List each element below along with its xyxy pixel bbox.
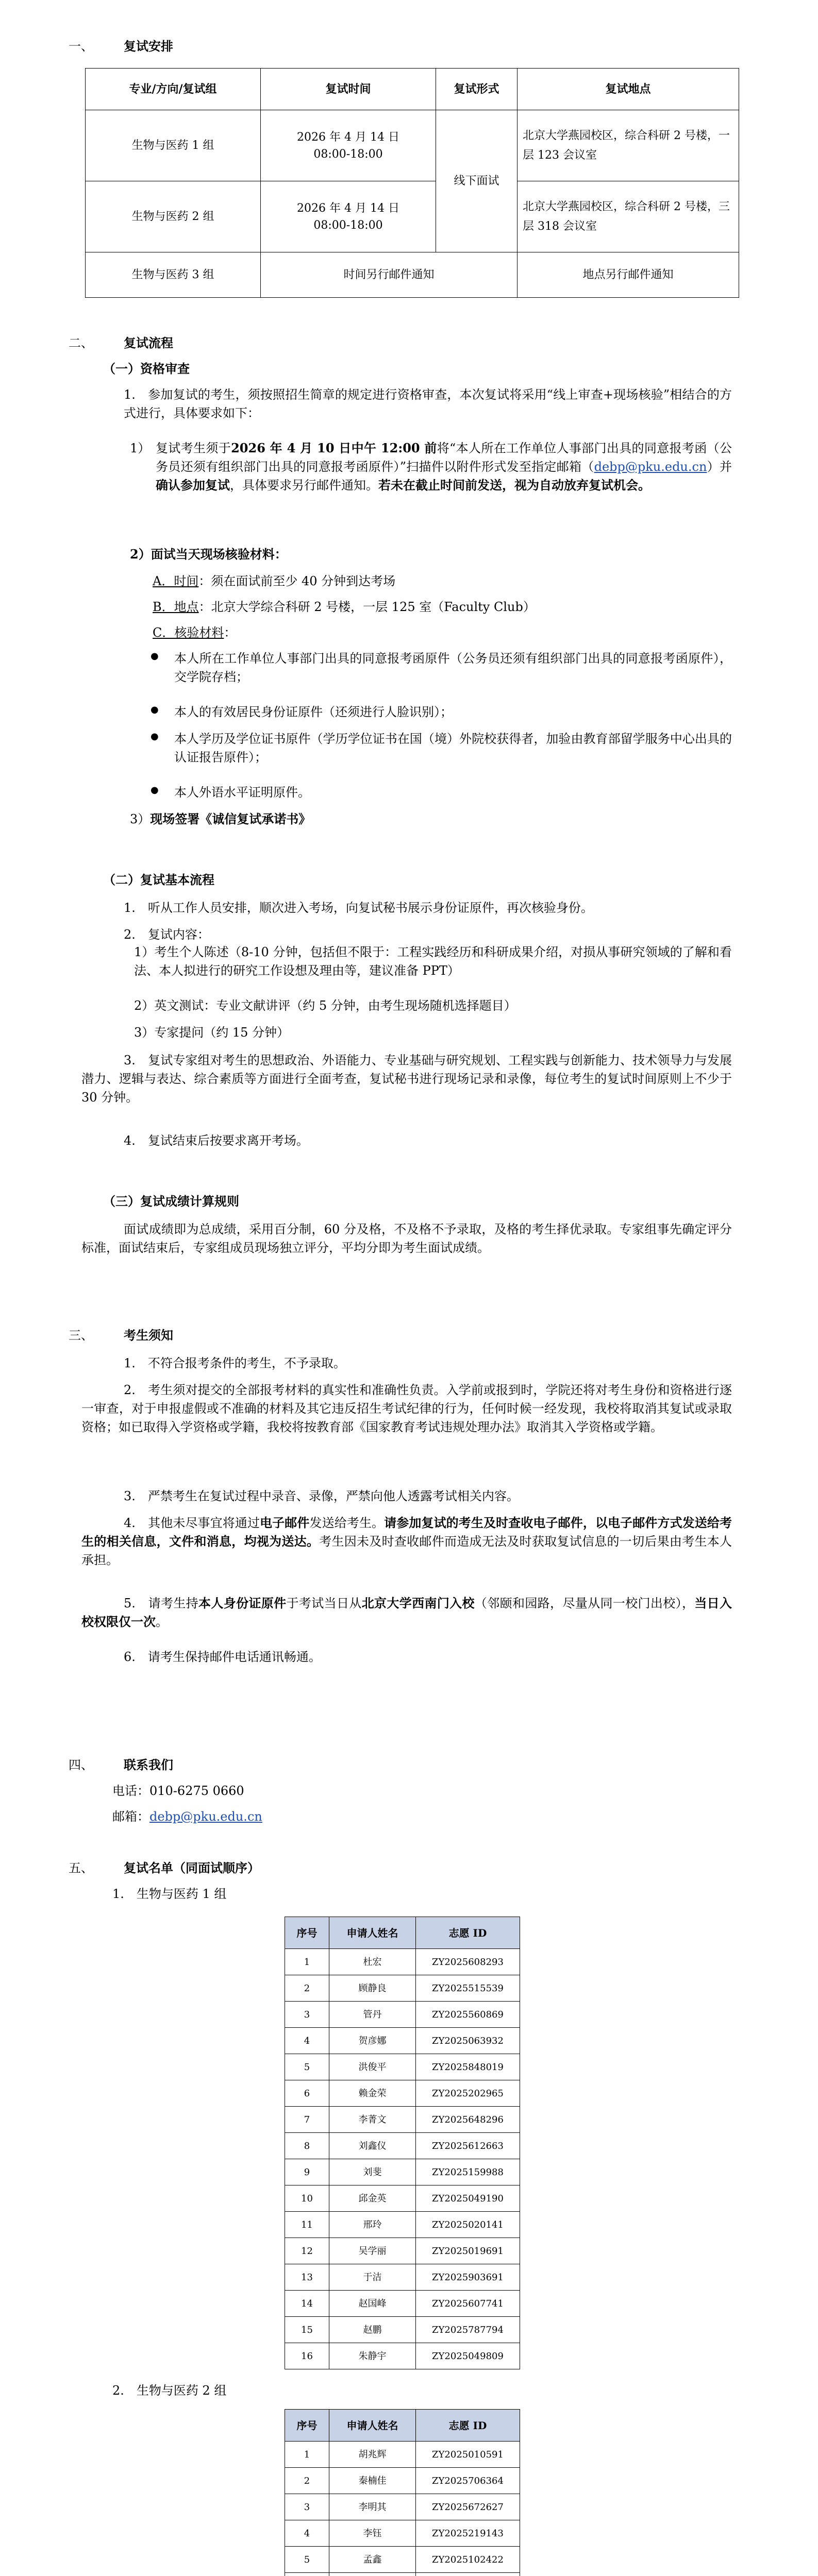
- schedule-header-time: 复试时间: [261, 69, 436, 110]
- row-number: 5: [285, 2054, 329, 2080]
- schedule-place-1: 北京大学燕园校区，综合科研 2 号楼，一层 123 会议室: [517, 110, 739, 181]
- bullet-degree-certificates: ● 本人学历及学位证书原件（学历学位证书在国（境）外院校获得者，加验由教育部留学服务中心出具的认证报告原件）；: [174, 730, 732, 767]
- group-2-title: 2. 生物与医药 2 组: [112, 2383, 227, 2398]
- application-id: ZY2025648296: [416, 2107, 520, 2133]
- application-id: ZY2025612663: [416, 2133, 520, 2159]
- section-5-number: 五、: [69, 1861, 93, 1875]
- column-header: 申请人姓名: [329, 1917, 416, 1949]
- section-4-title: 联系我们: [124, 1757, 173, 1772]
- application-id: ZY2025020141: [416, 2212, 520, 2238]
- table-row: [285, 2520, 520, 2547]
- row-number: 10: [285, 2185, 329, 2212]
- table-row: [285, 2442, 520, 2468]
- section-3-title: 考生须知: [124, 1328, 173, 1343]
- bullet-language-proof: ● 本人外语水平证明原件。: [174, 783, 732, 802]
- applicant-name: 朱静宇: [329, 2343, 416, 2369]
- row-number: 14: [285, 2291, 329, 2317]
- application-id: ZY2025848019: [416, 2054, 520, 2080]
- applicant-name: 吴学丽: [329, 2238, 416, 2264]
- applicant-name: 孟鑫: [329, 2547, 416, 2573]
- applicant-name: 刘鑫仪: [329, 2133, 416, 2159]
- row-number: 2: [285, 1975, 329, 2002]
- process-3: 3. 复试专家组对考生的思想政治、外语能力、专业基础与研究规划、工程实践与创新能力、技术领导力与发展潜力、逻辑与表达、综合素质等方面进行全面考查，复试秘书进行现场记录和录像，每位考生的复试时间原则上不少于 30 分钟。: [81, 1053, 732, 1105]
- applicant-name: 赵国峰: [329, 2291, 416, 2317]
- section-1-number: 一、: [69, 39, 93, 54]
- applicant-name: 赖金荣: [329, 2080, 416, 2107]
- table-row: [285, 2494, 520, 2520]
- table-row: [285, 2002, 520, 2028]
- row-number: 13: [285, 2264, 329, 2291]
- bullet-consent-letter: ● 本人所在工作单位人事部门出具的同意报考函原件（公务员还须有组织部门出具的同意报考函原件），交学院存档；: [174, 649, 732, 686]
- item-a-text: A．时间：须在面试前至少 40 分钟到达考场: [153, 574, 396, 588]
- row-number: 11: [285, 2212, 329, 2238]
- table-row: [285, 2107, 520, 2133]
- application-id: ZY2025049809: [416, 2343, 520, 2369]
- row-number: 16: [285, 2343, 329, 2369]
- item-c-text: C．核验材料：: [153, 625, 237, 640]
- applicant-name: 赵鹏: [329, 2317, 416, 2343]
- application-id: ZY2025672627: [416, 2494, 520, 2520]
- table-row: [285, 2291, 520, 2317]
- table-row: [285, 2133, 520, 2159]
- row-number: 6: [285, 2080, 329, 2107]
- section-5-title: 复试名单（同面试顺序）: [124, 1860, 260, 1875]
- column-header: 序号: [285, 2410, 329, 2442]
- process-2-2: 2）英文测试：专业文献讲评（约 5 分钟，由考生现场随机选择题目）: [134, 998, 516, 1013]
- application-id: ZY2025063932: [416, 2028, 520, 2054]
- table-row: [285, 2468, 520, 2494]
- table-row: [285, 2343, 520, 2369]
- notice-6: 6. 请考生保持邮件电话通讯畅通。: [124, 1650, 321, 1664]
- schedule-time-3: 时间另行邮件通知: [261, 252, 517, 298]
- applicant-name: 李钰: [329, 2520, 416, 2547]
- application-id: ZY2025515539: [416, 1975, 520, 2002]
- group-1-title: 1. 生物与医药 1 组: [112, 1887, 227, 1901]
- section-2-number: 二、: [69, 336, 93, 350]
- applicant-name: 邱金英: [329, 2185, 416, 2212]
- process-2-1: 1）考生个人陈述（8-10 分钟，包括但不限于：工程实践经历和科研成果介绍，对损从事研究领域的了解和看法、本人拟进行的研究工作设想及理由等，建议准备 PPT）: [134, 945, 732, 978]
- application-id: ZY2025903691: [416, 2264, 520, 2291]
- table-row: [285, 2159, 520, 2185]
- application-id: ZY2025706364: [416, 2468, 520, 2494]
- section-3-number: 三、: [69, 1328, 93, 1343]
- section-2-title: 复试流程: [124, 335, 173, 350]
- row-number: 12: [285, 2238, 329, 2264]
- application-id: ZY2025608293: [416, 1949, 520, 1975]
- applicant-name: 洪俊平: [329, 2054, 416, 2080]
- application-id: ZY2025219143: [416, 2520, 520, 2547]
- notice-4: 4. 其他未尽事宜将通过电子邮件发送给考生。请参加复试的考生及时查收电子邮件，以电子邮件方式发送给考生的相关信息，文件和消息，均视为送达。考生因未及时查收邮件而造成无法及时获取复试信息的一切后果由考生本人承担。: [81, 1515, 732, 1567]
- applicant-name: 李菁文: [329, 2107, 416, 2133]
- row-number: 1: [285, 1949, 329, 1975]
- applicant-name: 于洁: [329, 2264, 416, 2291]
- row-number: [285, 2573, 329, 2576]
- item-b-text: B．地点：北京大学综合科研 2 号楼，一层 125 室（Faculty Club）: [153, 600, 536, 614]
- schedule-header-place: 复试地点: [517, 69, 739, 110]
- row-number: 3: [285, 2494, 329, 2520]
- table-row: [285, 1975, 520, 2002]
- group-2-table: [285, 2409, 520, 2576]
- table-row: [285, 2080, 520, 2107]
- row-number: 3: [285, 2002, 329, 2028]
- applicant-name: 胡兆辉: [329, 2442, 416, 2468]
- table-row: [285, 2028, 520, 2054]
- table-row: [285, 1949, 520, 1975]
- row-number: 1: [285, 2442, 329, 2468]
- row-number: 15: [285, 2317, 329, 2343]
- item-1-text: 复试考生须于2026 年 4 月 10 日中午 12:00 前将“本人所在工作单位人事部门出具的同意报考函（公务员还须有组织部门出具的同意报考函原件）”扫描件以附件形式发至指定邮箱（debp@pku.edu.cn）并确认参加复试，具体要求另行邮件通知。若未在截止时间前发送，视为自动放弃复试机会。: [156, 440, 732, 493]
- group-1-table: [285, 1917, 520, 2369]
- bullet-id-card: ● 本人的有效居民身份证原件（还须进行人脸识别）；: [174, 703, 732, 721]
- row-number: 2: [285, 2468, 329, 2494]
- applicant-name: [329, 2573, 416, 2576]
- notice-1: 1. 不符合报考条件的考生，不予录取。: [124, 1356, 346, 1370]
- application-id: ZY2025202965: [416, 2080, 520, 2107]
- application-id: ZY2025010591: [416, 2442, 520, 2468]
- process-2-3: 3）专家提问（约 15 分钟）: [134, 1025, 290, 1040]
- schedule-header-form: 复试形式: [436, 69, 517, 110]
- process-1: 1. 听从工作人员安排，顺次进入考场，向复试秘书展示身份证原件，再次核验身份。: [124, 901, 593, 915]
- application-id: ZY2025019691: [416, 2238, 520, 2264]
- schedule-group-3: 生物与医药 3 组: [86, 252, 261, 298]
- table-row: [285, 2054, 520, 2080]
- notice-2: 2. 考生须对提交的全部报考材料的真实性和准确性负责。入学前或报到时，学院还将对考生身份和资格进行逐一审查，对于申报虚假或不准确的材料及其它违反招生考试纪律的行为，任何时候一经发现，我校将取消其复试或录取资格；如已取得入学资格或学籍，我校将按教育部《国家教育考试违规处理办法》取消其入学资格或学籍。: [81, 1383, 732, 1434]
- applicant-name: 杜宏: [329, 1949, 416, 1975]
- table-row: [285, 2573, 520, 2576]
- section-1-title: 复试安排: [124, 39, 173, 54]
- table-row: [285, 2238, 520, 2264]
- contact-phone: 电话：010-6275 0660: [112, 1784, 244, 1798]
- subsection-score-title: （三）复试成绩计算规则: [103, 1194, 239, 1209]
- table-row: [285, 2547, 520, 2573]
- row-number: 9: [285, 2159, 329, 2185]
- schedule-header-group: 专业/方向/复试组: [86, 69, 261, 110]
- applicant-name: 李明其: [329, 2494, 416, 2520]
- application-id: ZY2025159988: [416, 2159, 520, 2185]
- application-id: ZY2025049190: [416, 2185, 520, 2212]
- application-id: [416, 2573, 520, 2576]
- schedule-group-2: 生物与医药 2 组: [86, 181, 261, 252]
- score-rules: 面试成绩即为总成绩，采用百分制，60 分及格，不及格不予录取，及格的考生择优录取。专家组事先确定评分标准，面试结束后，专家组成员现场独立评分，平均分即为考生面试成绩。: [81, 1222, 732, 1255]
- schedule-time-1: 2026 年 4 月 14 日 08:00-18:00: [261, 110, 436, 181]
- contact-email: 邮箱：debp@pku.edu.cn: [112, 1809, 262, 1824]
- item-1-number: 1）: [130, 441, 151, 455]
- row-number: 4: [285, 2520, 329, 2547]
- schedule-form: 线下面试: [436, 110, 517, 252]
- column-header: 志愿 ID: [416, 1917, 520, 1949]
- notice-5: 5. 请考生持本人身份证原件于考试当日从北京大学西南门入校（邻颐和园路，尽量从同一校门出校），当日入校权限仅一次。: [81, 1596, 732, 1629]
- row-number: 8: [285, 2133, 329, 2159]
- row-number: 4: [285, 2028, 329, 2054]
- table-row: [285, 2212, 520, 2238]
- applicant-name: 刘斐: [329, 2159, 416, 2185]
- subsection-process-title: （二）复试基本流程: [103, 872, 214, 887]
- row-number: 7: [285, 2107, 329, 2133]
- schedule-place-3: 地点另行邮件通知: [517, 252, 739, 298]
- table-row: [285, 2317, 520, 2343]
- contact-email-link[interactable]: debp@pku.edu.cn: [149, 1809, 262, 1824]
- row-number: 5: [285, 2547, 329, 2573]
- column-header: 志愿 ID: [416, 2410, 520, 2442]
- application-id: ZY2025560869: [416, 2002, 520, 2028]
- section-4-number: 四、: [69, 1758, 93, 1772]
- applicant-name: 顾静良: [329, 1975, 416, 2002]
- application-id: ZY2025607741: [416, 2291, 520, 2317]
- application-id: ZY2025102422: [416, 2547, 520, 2573]
- qualification-intro: 1. 参加复试的考生，须按照招生简章的规定进行资格审查，本次复试将采用“线上审查+现场核验”相结合的方式进行，具体要求如下：: [124, 387, 732, 420]
- applicant-name: 邢玲: [329, 2212, 416, 2238]
- schedule-place-2: 北京大学燕园校区，综合科研 2 号楼，三层 318 会议室: [517, 181, 739, 252]
- column-header: 申请人姓名: [329, 2410, 416, 2442]
- notice-3: 3. 严禁考生在复试过程中录音、录像，严禁向他人透露考试相关内容。: [124, 1489, 519, 1503]
- subsection-qualification-title: （一）资格审查: [103, 361, 190, 376]
- column-header: 序号: [285, 1917, 329, 1949]
- email-link[interactable]: debp@pku.edu.cn: [594, 460, 707, 474]
- applicant-name: 贺彦娜: [329, 2028, 416, 2054]
- process-2: 2. 复试内容：: [124, 927, 210, 942]
- schedule-time-2: 2026 年 4 月 14 日 08:00-18:00: [261, 181, 436, 252]
- application-id: ZY2025787794: [416, 2317, 520, 2343]
- item-3-text: 3）现场签署《诚信复试承诺书》: [130, 811, 311, 826]
- table-row: [285, 2264, 520, 2291]
- table-row: [285, 2185, 520, 2212]
- schedule-table: [85, 68, 739, 298]
- process-4: 4. 复试结束后按要求离开考场。: [124, 1133, 309, 1148]
- schedule-group-1: 生物与医药 1 组: [86, 110, 261, 181]
- applicant-name: 管丹: [329, 2002, 416, 2028]
- applicant-name: 秦楠佳: [329, 2468, 416, 2494]
- item-2-text: 2）面试当天现场核验材料：: [130, 547, 287, 562]
